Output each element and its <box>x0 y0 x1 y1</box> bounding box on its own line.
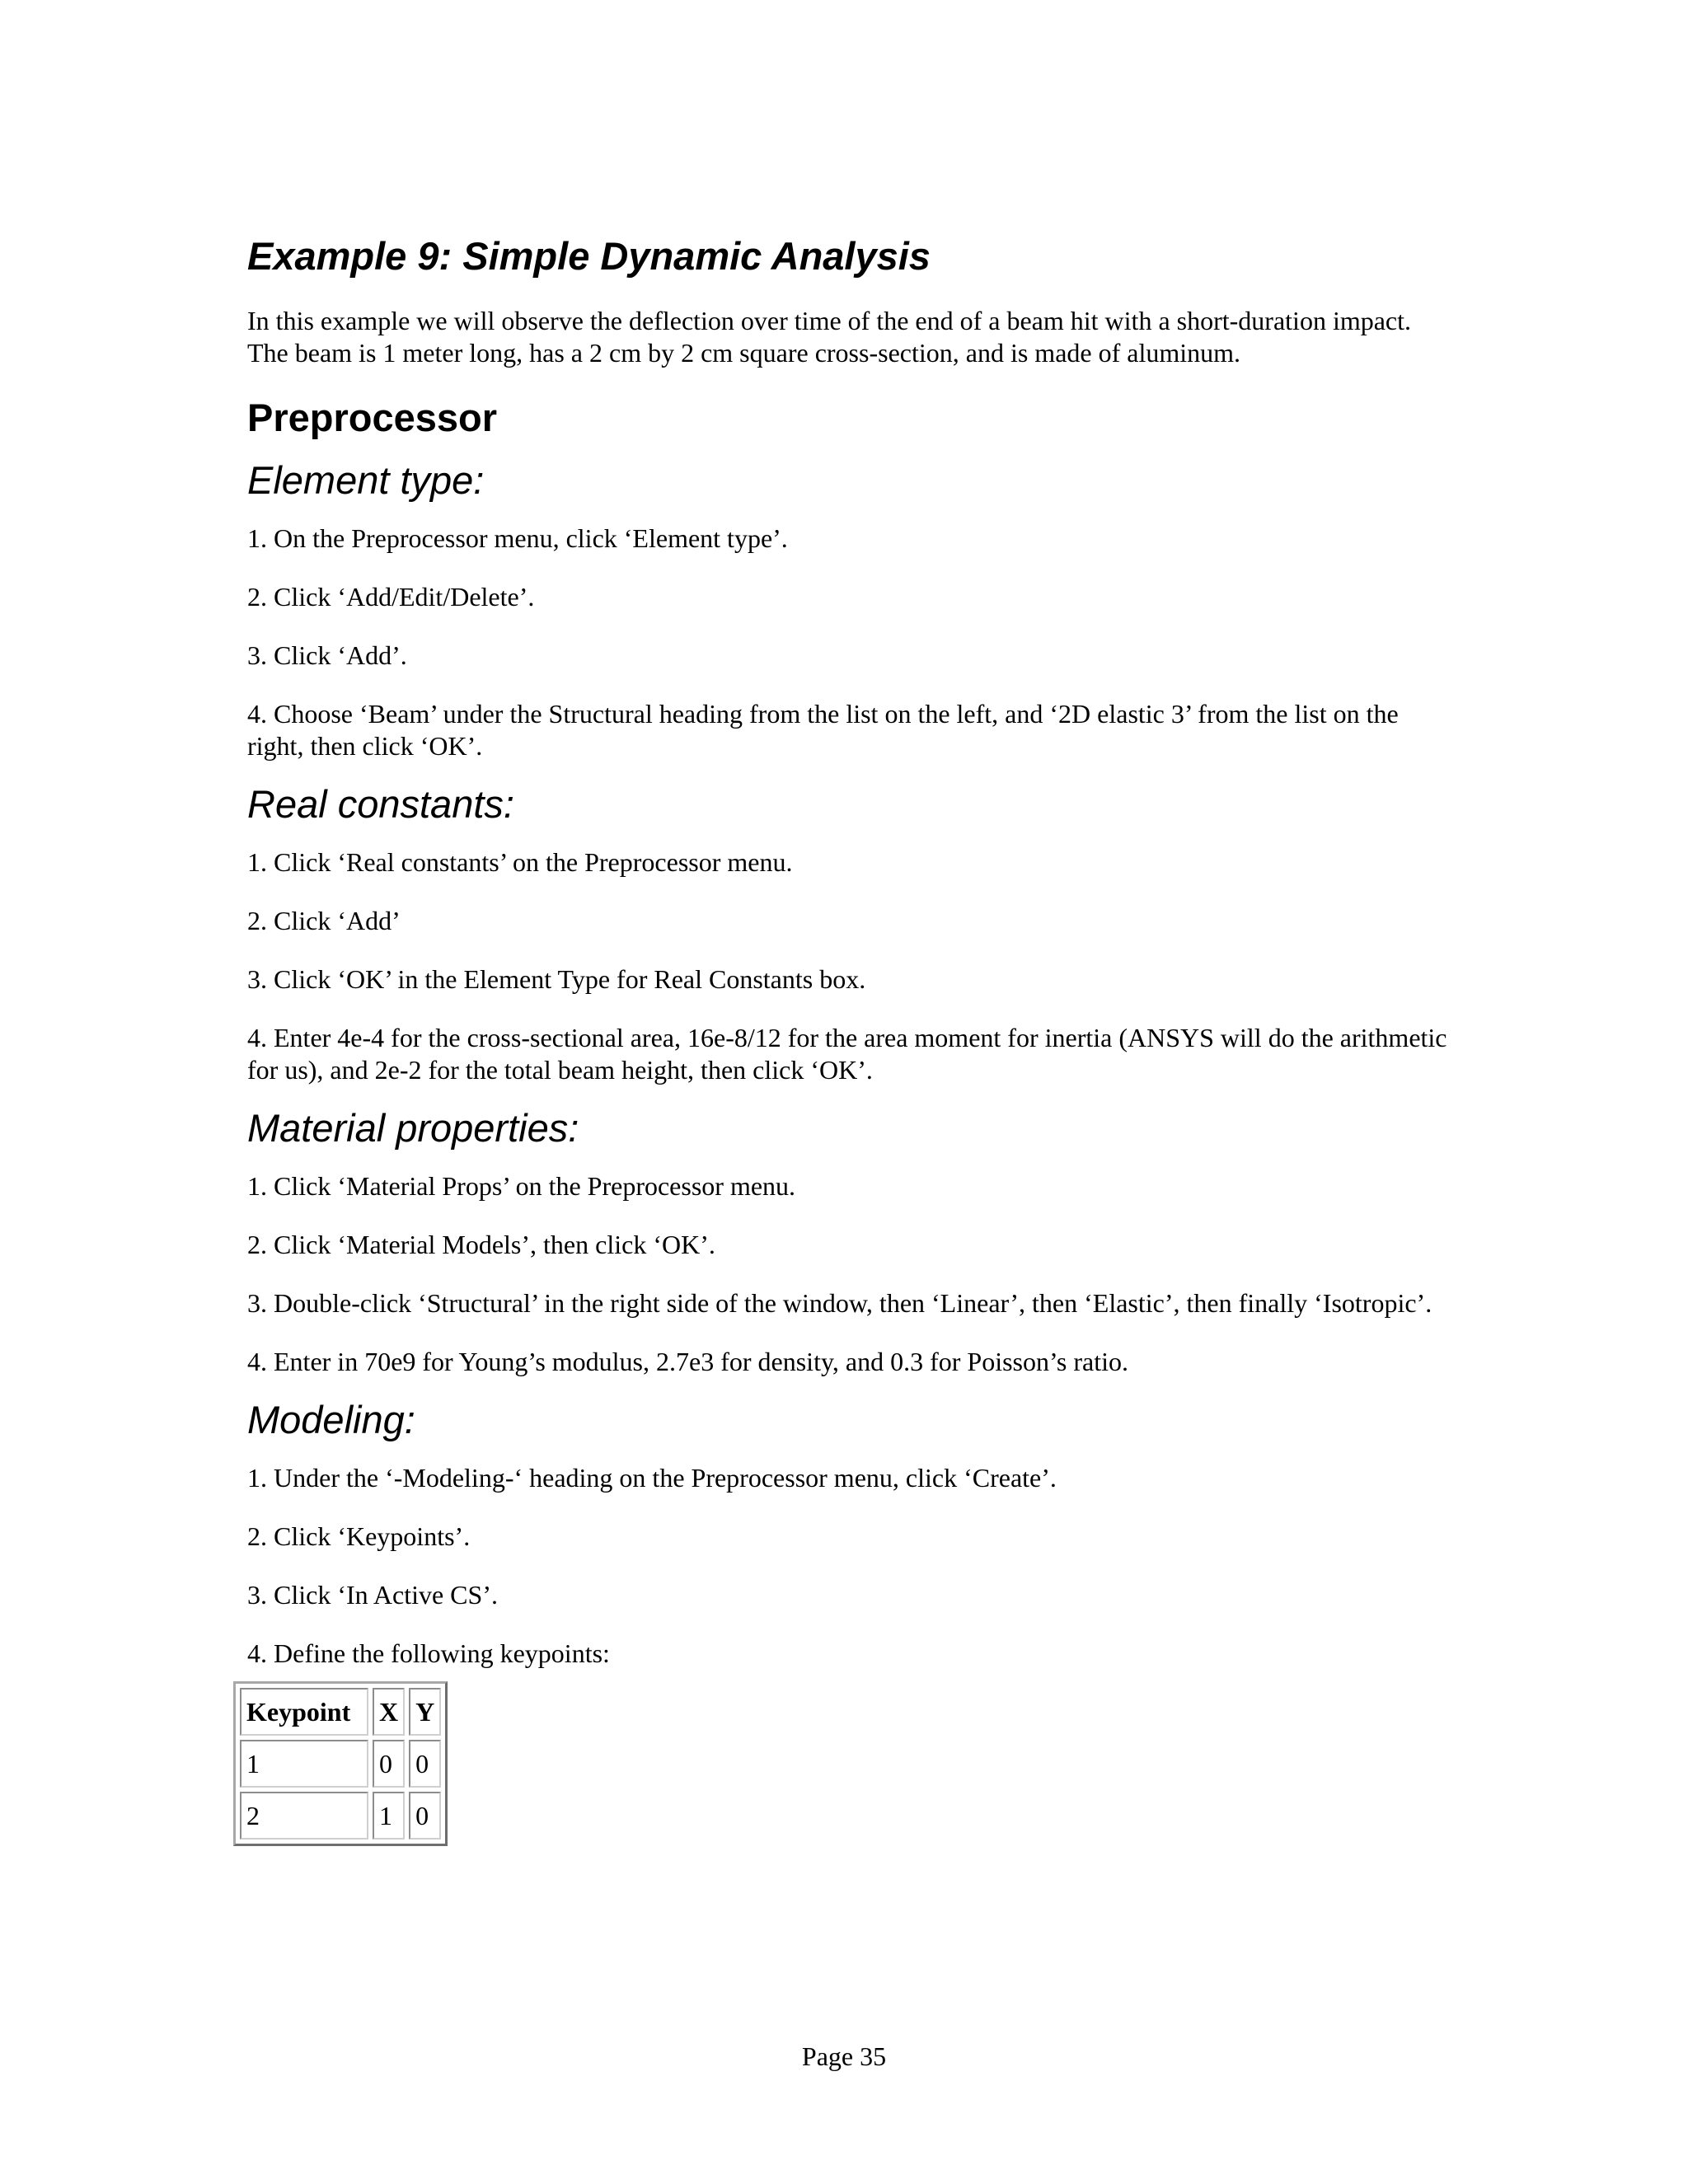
subheading-real-constants: Real constants: <box>247 782 514 826</box>
step-paragraph: 1. On the Preprocessor menu, click ‘Element type’. <box>247 523 788 553</box>
table-cell-y: 0 <box>409 1792 441 1840</box>
step-paragraph: 1. Click ‘Real constants’ on the Preprocessor menu. <box>247 847 793 877</box>
table-header-row <box>240 1688 441 1736</box>
table-cell-keypoint: 1 <box>240 1740 368 1788</box>
step-paragraph: 4. Choose ‘Beam’ under the Structural heading from the list on the left, and ‘2D elastic 3’ from the list on the right, then click ‘OK’. <box>247 699 1399 761</box>
page-title: Example 9: Simple Dynamic Analysis <box>247 234 931 278</box>
page-content <box>247 232 1451 1846</box>
step-paragraph: 3. Double-click ‘Structural’ in the right side of the window, then ‘Linear’, then ‘Elastic’, then finally ‘Isotropic’. <box>247 1288 1432 1318</box>
subheading-modeling: Modeling: <box>247 1398 415 1441</box>
step-paragraph: 2. Click ‘Add’ <box>247 906 401 935</box>
subheading-element-type: Element type: <box>247 458 485 502</box>
table-cell-y: 0 <box>409 1740 441 1788</box>
page-number: Page 35 <box>801 2041 887 2071</box>
step-paragraph: 2. Click ‘Add/Edit/Delete’. <box>247 582 535 612</box>
column-header-y: Y <box>409 1688 441 1736</box>
column-header-keypoint: Keypoint <box>240 1688 368 1736</box>
keypoints-table <box>233 1681 448 1846</box>
table-cell-x: 1 <box>373 1792 405 1840</box>
step-paragraph: 4. Enter in 70e9 for Young’s modulus, 2.7e3 for density, and 0.3 for Poisson’s ratio. <box>247 1347 1128 1376</box>
table-cell-keypoint: 2 <box>240 1792 368 1840</box>
step-paragraph: 1. Click ‘Material Props’ on the Preprocessor menu. <box>247 1171 796 1201</box>
step-paragraph: 3. Click ‘Add’. <box>247 640 407 670</box>
column-header-x: X <box>373 1688 405 1736</box>
step-paragraph: 1. Under the ‘-Modeling-‘ heading on the Preprocessor menu, click ‘Create’. <box>247 1463 1057 1493</box>
step-paragraph: 2. Click ‘Keypoints’. <box>247 1521 471 1551</box>
table-row <box>240 1740 441 1788</box>
step-paragraph: 3. Click ‘OK’ in the Element Type for Real Constants box. <box>247 964 866 994</box>
table-cell-x: 0 <box>373 1740 405 1788</box>
table-row <box>240 1792 441 1840</box>
step-paragraph: 3. Click ‘In Active CS’. <box>247 1580 498 1610</box>
intro-paragraph: In this example we will observe the deflection over time of the end of a beam hit with a short-duration impact. The beam is 1 meter long, has a 2 cm by 2 cm square cross-section, and is made of aluminum. <box>247 306 1412 368</box>
section-heading-preprocessor: Preprocessor <box>247 396 498 439</box>
step-paragraph: 2. Click ‘Material Models’, then click ‘OK’. <box>247 1230 715 1259</box>
step-paragraph: 4. Define the following keypoints: <box>247 1638 610 1668</box>
subheading-material-properties: Material properties: <box>247 1106 579 1150</box>
step-paragraph: 4. Enter 4e-4 for the cross-sectional area, 16e-8/12 for the area moment for inertia (ANSYS will do the arithmetic for us), and 2e-2 for the total beam height, then click ‘OK’. <box>247 1023 1447 1085</box>
